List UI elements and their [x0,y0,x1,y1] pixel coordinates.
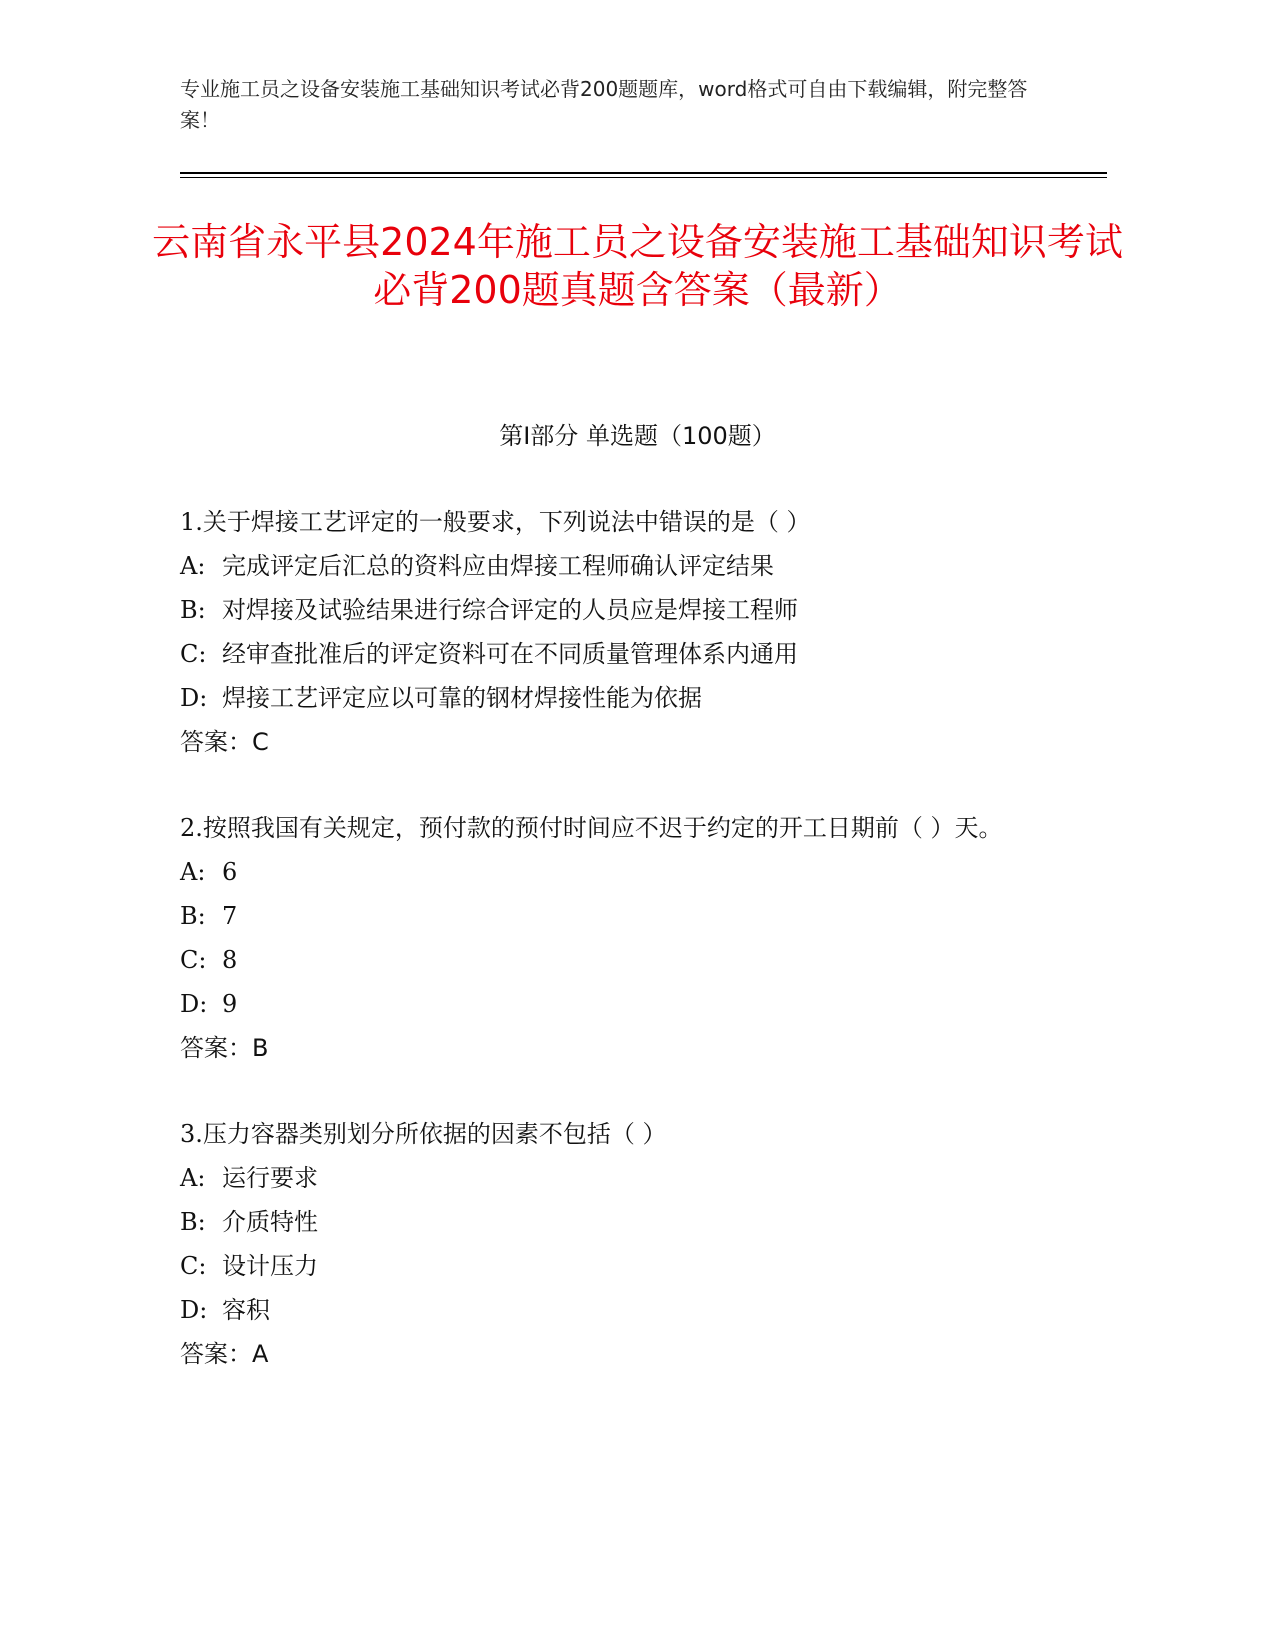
option-letter: B: [180,596,206,624]
option-b [180,1200,1040,1244]
page-header-note: 专业施工员之设备安装施工基础知识考试必背200题题库，word格式可自由下载编辑，附完整答案！ [180,77,1028,132]
option-a [180,850,1040,894]
option-letter: D: [180,990,208,1018]
option-text: 容积 [222,1296,270,1324]
answer-line: 答案：C [180,728,269,756]
header-rule-thick [180,172,1107,174]
question-3 [180,1112,1040,1376]
question-text: 3.压力容器类别划分所依据的因素不包括（ ） [180,1120,667,1148]
option-a [180,1156,1040,1200]
option-b [180,588,1040,632]
option-text: 完成评定后汇总的资料应由焊接工程师确认评定结果 [222,552,774,580]
option-text: 焊接工艺评定应以可靠的钢材焊接性能为依据 [222,684,702,712]
document-title: 云南省永平县2024年施工员之设备安装施工基础知识考试必背200题真题含答案（最新） [152,220,1123,312]
option-letter: D: [180,684,208,712]
option-c [180,1244,1040,1288]
option-d [180,982,1040,1026]
option-text: 经审查批准后的评定资料可在不同质量管理体系内通用 [222,640,798,668]
question-list [180,500,1040,1418]
option-d [180,1288,1040,1332]
option-c [180,632,1040,676]
answer-line: 答案：A [180,1340,269,1368]
option-text: 运行要求 [222,1164,318,1192]
option-letter: A: [180,1164,206,1192]
question-1 [180,500,1040,764]
question-text: 2.按照我国有关规定，预付款的预付时间应不迟于约定的开工日期前（ ）天。 [180,814,1003,842]
option-letter: A: [180,552,206,580]
option-text: 7 [222,902,238,930]
option-letter: B: [180,902,206,930]
answer-line: 答案：B [180,1034,269,1062]
question-2 [180,806,1040,1070]
option-text: 设计压力 [222,1252,318,1280]
option-letter: B: [180,1208,206,1236]
option-text: 介质特性 [222,1208,318,1236]
option-b [180,894,1040,938]
option-letter: C: [180,640,207,668]
section-heading: 第I部分 单选题（100题） [499,422,776,450]
option-text: 8 [222,946,238,974]
option-letter: A: [180,858,206,886]
question-text: 1.关于焊接工艺评定的一般要求，下列说法中错误的是（ ） [180,508,811,536]
option-letter: C: [180,1252,207,1280]
option-letter: C: [180,946,207,974]
option-letter: D: [180,1296,208,1324]
option-text: 6 [222,858,238,886]
option-d [180,676,1040,720]
header-rule-thin [180,177,1107,178]
option-text: 对焊接及试验结果进行综合评定的人员应是焊接工程师 [222,596,798,624]
option-text: 9 [222,990,238,1018]
option-c [180,938,1040,982]
option-a [180,544,1040,588]
